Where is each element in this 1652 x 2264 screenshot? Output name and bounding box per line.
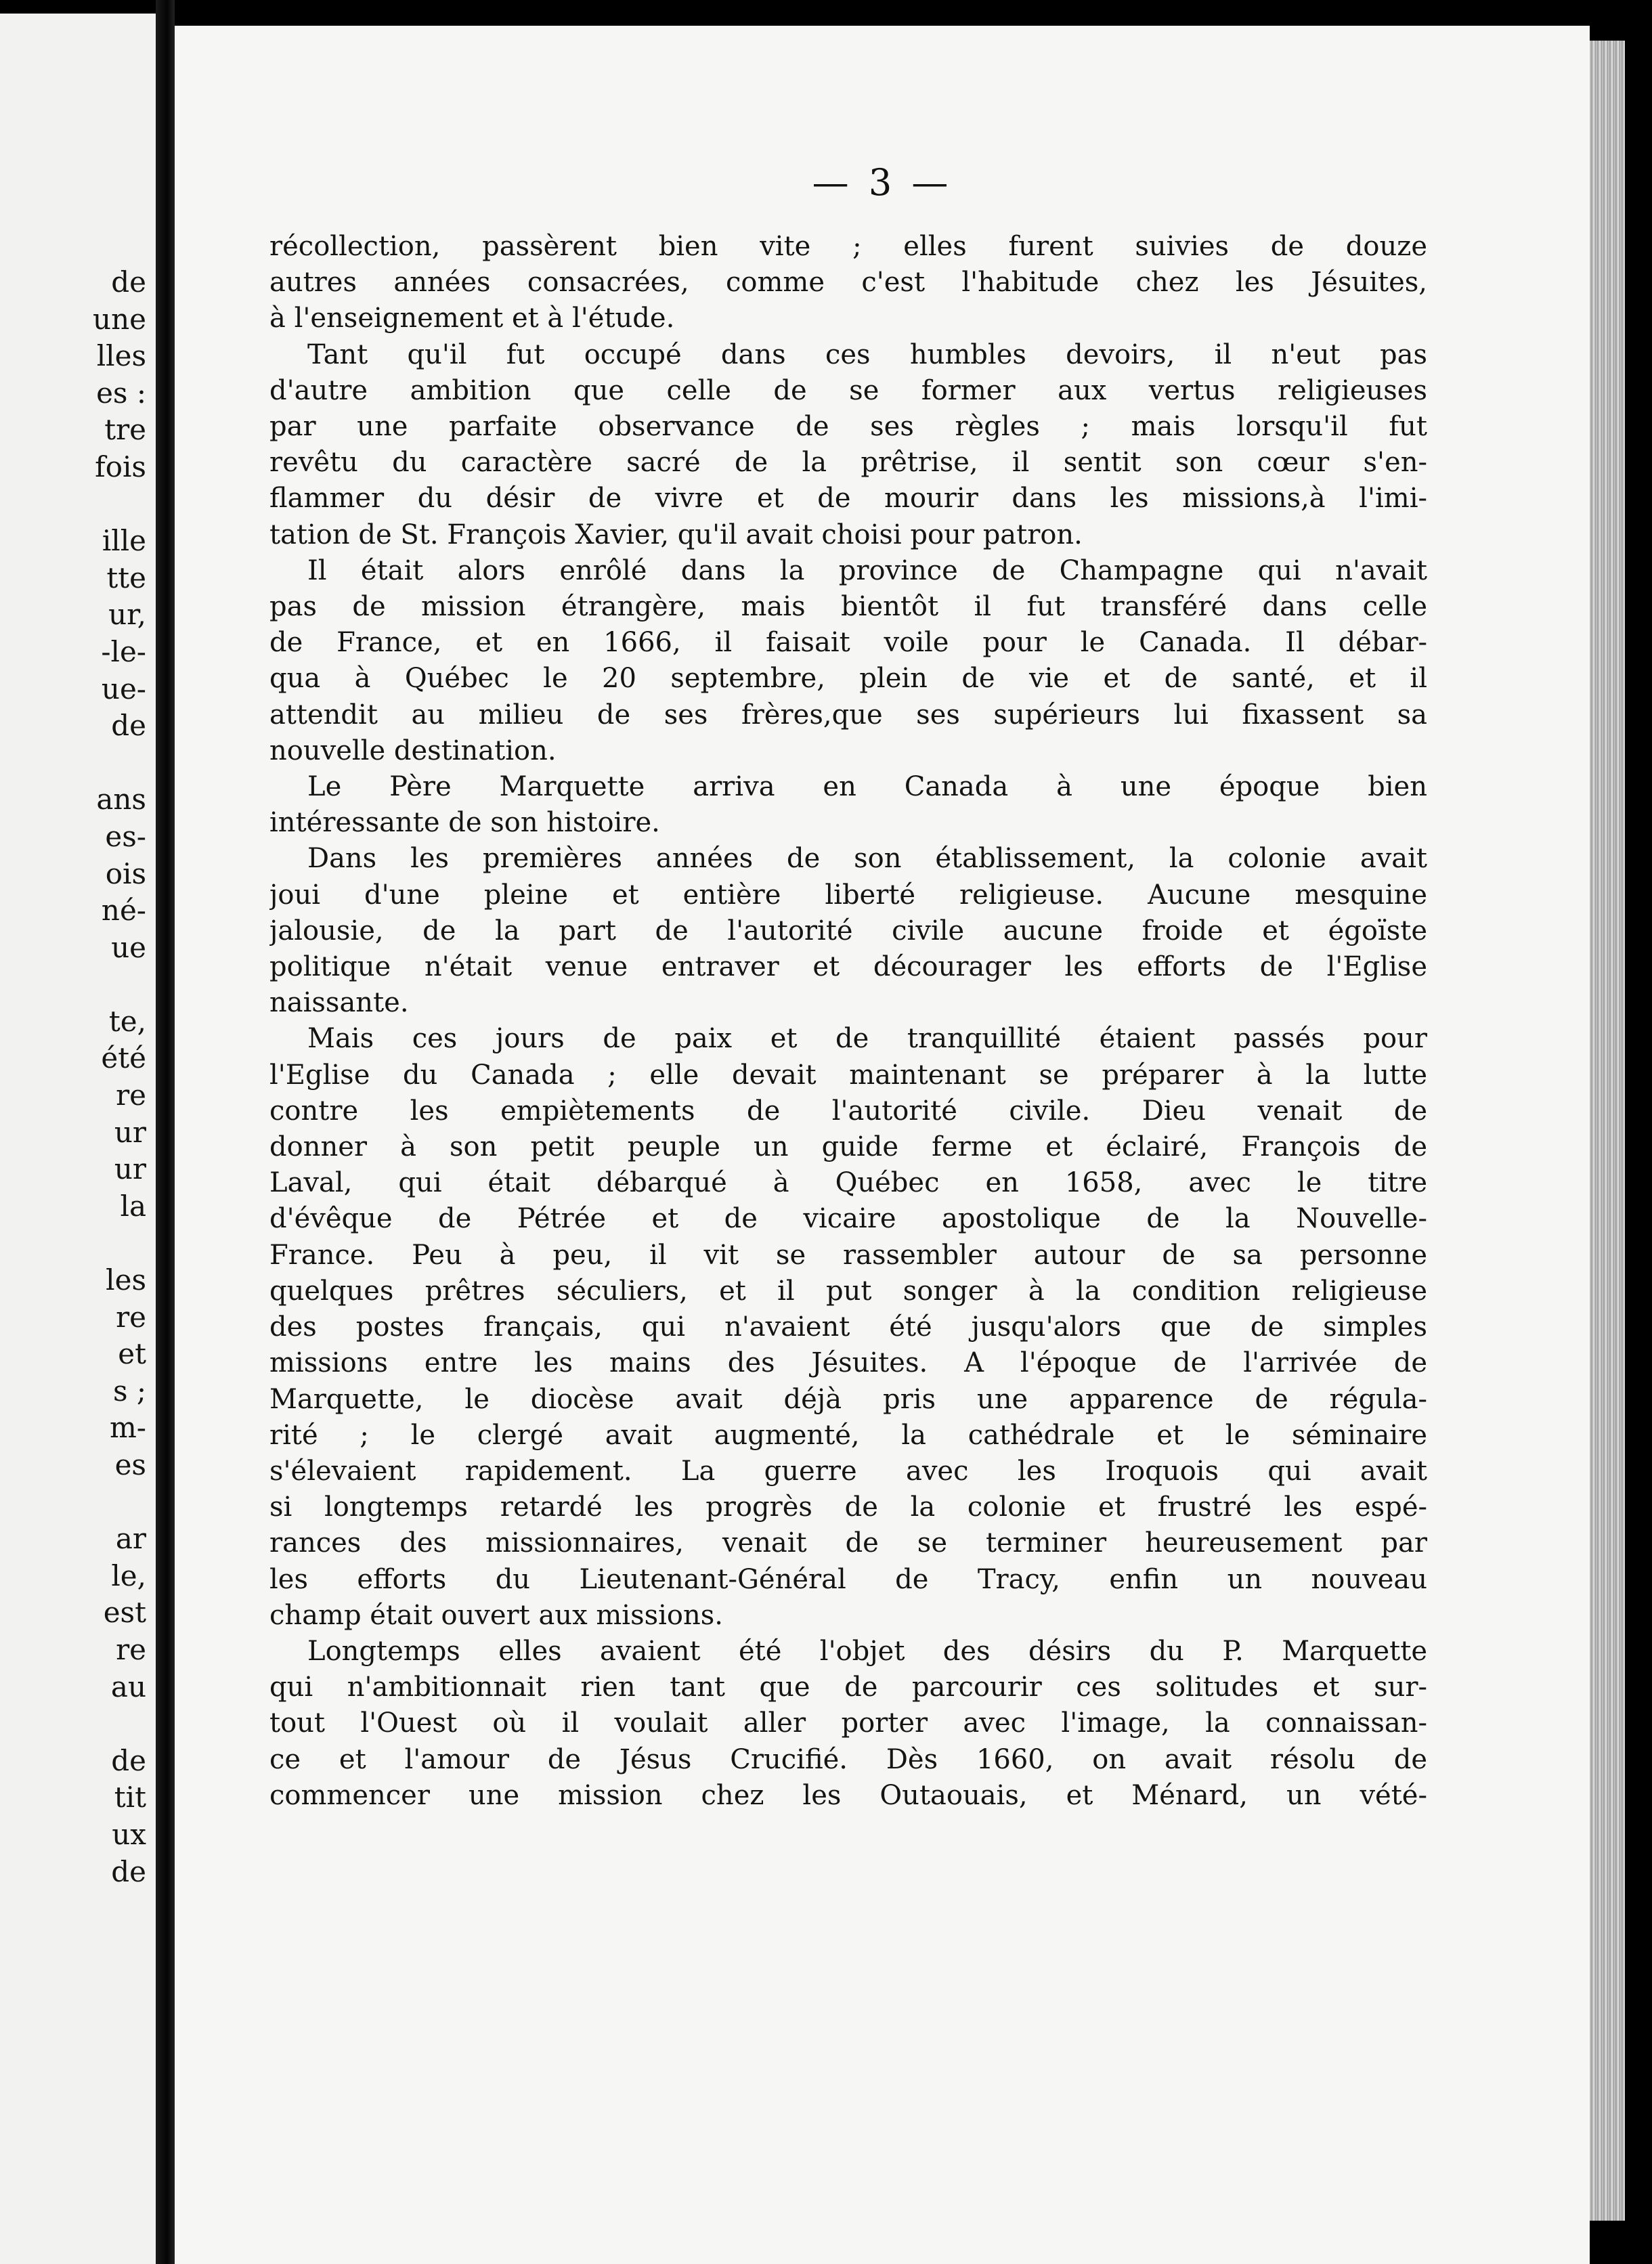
text-line: l'Eglise du Canada ; elle devait maintenant se préparer à la lutte [269,1059,1427,1091]
text-line: à l'enseignement et à l'étude. [269,303,675,334]
facing-page-fragment: ur [114,1115,146,1149]
facing-page-fragment: et [118,1337,146,1371]
facing-page-fragment: de [111,1743,146,1777]
text-line: récollection, passèrent bien vite ; elles furent suivies de douze [269,231,1427,262]
text-line: missions entre les mains des Jésuites. A l'époque de l'arrivée de [269,1347,1427,1379]
text-line: d'évêque de Pétrée et de vicaire apostolique de la Nouvelle- [269,1203,1427,1235]
facing-page-fragment: les [106,1263,146,1297]
text-line: tation de St. François Xavier, qu'il avait choisi pour patron. [269,519,1083,550]
page [175,26,1590,2264]
text-line: rité ; le clergé avait augmenté, la cathédrale et le séminaire [269,1419,1427,1451]
text-line: quelques prêtres séculiers, et il put songer à la condition religieuse [269,1275,1427,1307]
facing-page-fragment: es [114,1448,146,1481]
facing-page-fragment: ans [96,783,146,817]
text-line: France. Peu à peu, il vit se rassembler autour de sa personne [269,1239,1427,1271]
facing-page-fragment: es : [96,376,146,410]
facing-page-fragment: -le- [101,634,146,668]
text-line: Dans les premières années de son établissement, la colonie avait [307,843,1427,875]
facing-page-fragment: est [103,1596,146,1630]
text-line: contre les empiètements de l'autorité civile. Dieu venait de [269,1095,1427,1127]
book-gutter [156,0,175,2264]
facing-page-fragment: né- [101,894,146,928]
facing-page-fragment: tte [106,561,146,594]
facing-page-fragment: de [111,709,146,743]
text-line: s'élevaient rapidement. La guerre avec les Iroquois qui avait [269,1455,1427,1487]
facing-page-fragment: ux [112,1817,146,1851]
text-line: des postes français, qui n'avaient été jusqu'alors que de simples [269,1311,1427,1343]
text-line: jalousie, de la part de l'autorité civile aucune froide et égoïste [269,915,1427,946]
facing-page-fragment: une [93,302,146,336]
facing-page-fragment: ur [114,1152,146,1186]
text-line: Il était alors enrôlé dans la province de Champagne qui n'avait [307,554,1427,586]
text-line: si longtemps retardé les progrès de la colonie et frustré les espé- [269,1492,1427,1523]
facing-page-fragment: te, [108,1004,146,1038]
facing-page-fragment [45,486,146,523]
facing-page-fragment: de [111,265,146,299]
page-edge-shadow [1625,41,1652,2264]
facing-page-fragment: m- [109,1411,146,1445]
text-line: nouvelle destination. [269,735,557,766]
text-line: attendit au milieu de ses frères,que ses supérieurs lui fixassent sa [269,699,1427,731]
page-stack-edge [1590,41,1625,2221]
facing-page-fragment [45,966,146,1003]
facing-page-fragment: ois [105,856,146,890]
text-line: Marquette, le diocèse avait déjà pris une apparence de régula- [269,1383,1427,1415]
text-line: donner à son petit peuple un guide ferme et éclairé, François de [269,1131,1427,1163]
text-line: commencer une mission chez les Outaouais, et Ménard, un vété- [269,1779,1427,1811]
text-line: Mais ces jours de paix et de tranquillité étaient passés pour [307,1023,1427,1055]
facing-page-fragment: fois [95,450,146,483]
facing-page-fragment: tit [114,1781,146,1814]
facing-page-fragment: ue [111,930,146,964]
facing-page-text-fragments [45,264,146,1890]
facing-page-fragment: ue- [101,672,146,705]
text-line: qui n'ambitionnait rien tant que de parcourir ces solitudes et sur- [269,1672,1427,1703]
text-line: politique n'était venue entraver et décourager les efforts de l'Eglise [269,951,1427,983]
text-line: Le Père Marquette arriva en Canada à une époque bien [307,771,1427,803]
facing-page-fragment: ar [115,1522,146,1556]
text-line: Tant qu'il fut occupé dans ces humbles devoirs, il n'eut pas [307,339,1427,370]
facing-page-fragment: s ; [112,1374,146,1408]
facing-page-fragment: ille [102,524,146,558]
text-line: par une parfaite observance de ses règles ; mais lorsqu'il fut [269,411,1427,443]
page-number: — 3 — [812,161,953,204]
text-line: revêtu du caractère sacré de la prêtrise, il sentit son cœur s'en- [269,447,1427,479]
text-line: les efforts du Lieutenant-Général de Tracy, enfin un nouveau [269,1563,1427,1595]
text-line: champ était ouvert aux missions. [269,1599,723,1631]
facing-page-fragment: re [116,1079,146,1112]
facing-page-fragment: le, [111,1559,146,1592]
text-line: de France, et en 1666, il faisait voile pour le Canada. Il débar- [269,627,1427,659]
facing-page-fragment: re [116,1632,146,1666]
body-text [269,229,1427,1814]
facing-page-fragment: re [116,1300,146,1334]
facing-page-fragment: tre [104,413,146,447]
text-line: pas de mission étrangère, mais bientôt il fut transféré dans celle [269,591,1427,623]
facing-page-left [0,14,156,2264]
text-line: qua à Québec le 20 septembre, plein de vie et de santé, et il [269,663,1427,695]
text-line: flammer du désir de vivre et de mourir dans les missions,à l'imi- [269,483,1427,515]
facing-page-fragment: la [120,1189,146,1223]
facing-page-fragment [45,1225,146,1262]
text-line: Longtemps elles avaient été l'objet des désirs du P. Marquette [307,1635,1427,1667]
text-line: joui d'une pleine et entière liberté religieuse. Aucune mesquine [269,879,1427,911]
facing-page-fragment: es- [105,819,146,853]
facing-page-fragment: de [111,1854,146,1888]
text-line: d'autre ambition que celle de se former aux vertus religieuses [269,374,1427,406]
facing-page-fragment: lles [96,339,146,373]
facing-page-fragment [45,1484,146,1521]
text-line: tout l'Ouest où il voulait aller porter avec l'image, la connaissan- [269,1707,1427,1739]
text-line: autres années consacrées, comme c'est l'habitude chez les Jésuites, [269,267,1427,299]
facing-page-fragment [45,745,146,782]
facing-page-fragment [45,1705,146,1743]
text-line: intéressante de son histoire. [269,807,660,839]
facing-page-fragment: été [101,1041,146,1075]
facing-page-fragment: ur, [108,598,146,632]
text-line: rances des missionnaires, venait de se terminer heureusement par [269,1527,1427,1559]
text-line: naissante. [269,987,409,1019]
text-line: Laval, qui était débarqué à Québec en 1658, avec le titre [269,1167,1427,1199]
text-line: ce et l'amour de Jésus Crucifié. Dès 1660, on avait résolu de [269,1743,1427,1775]
facing-page-fragment: au [110,1670,146,1703]
